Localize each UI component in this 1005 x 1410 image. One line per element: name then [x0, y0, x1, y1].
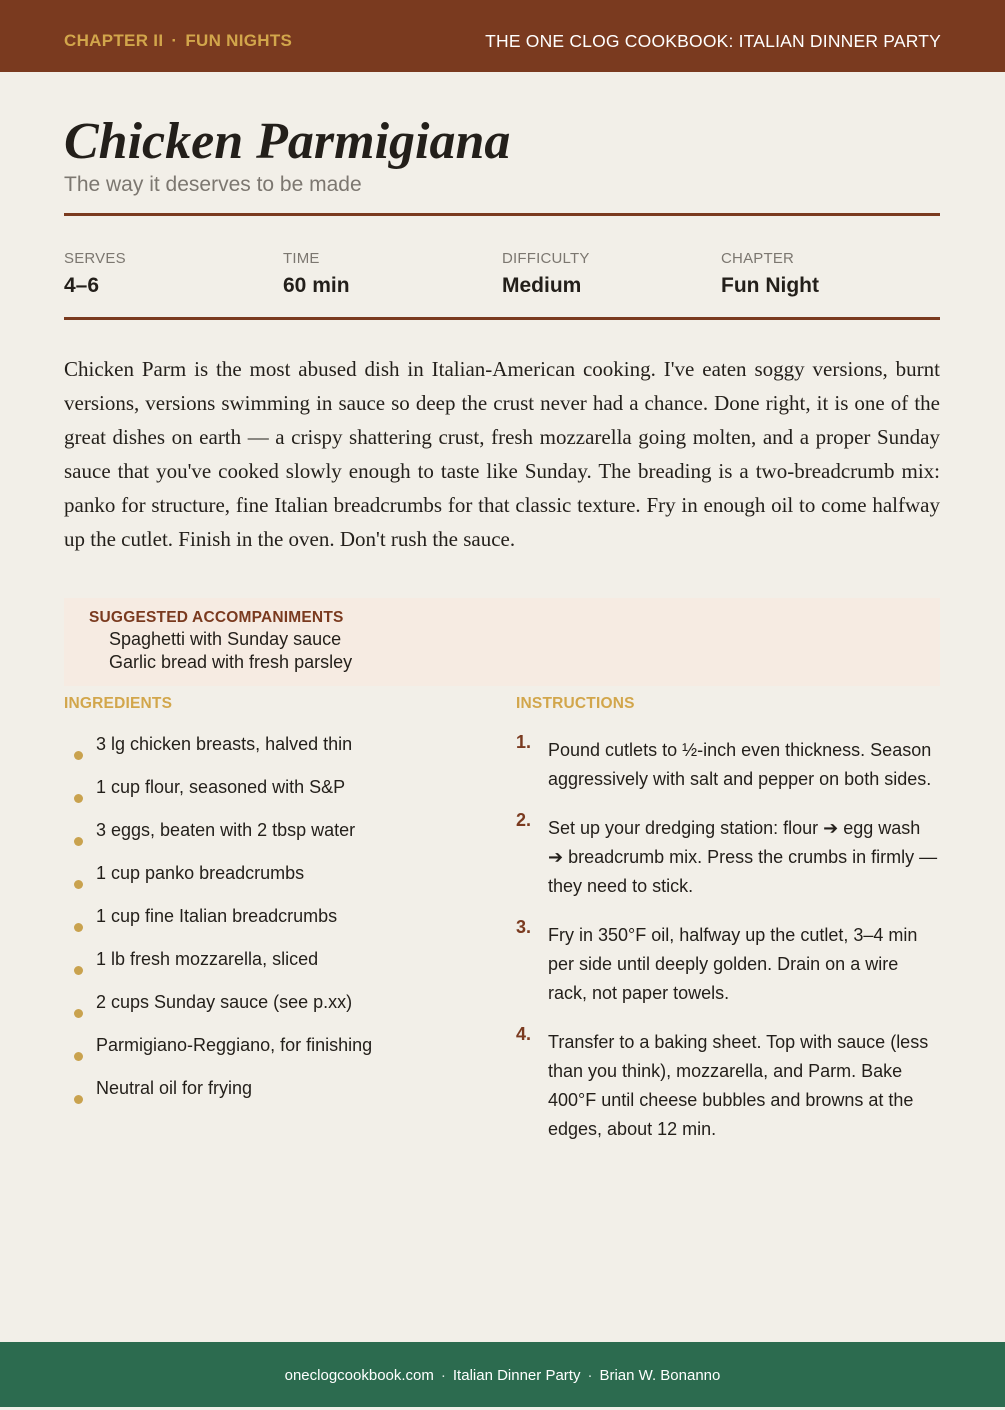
footer-separator: ·	[440, 1367, 446, 1384]
bullet-icon	[74, 751, 83, 760]
ingredient-text: Neutral oil for frying	[96, 1078, 253, 1098]
step-text: Set up your dredging station: flour ➔ egg wash ➔ breadcrumb mix. Press the crumbs in firmly — they need to stick.	[548, 818, 938, 896]
meta-value: Fun Night	[721, 274, 819, 297]
divider-bottom	[64, 317, 940, 320]
chapter-number: CHAPTER II	[64, 31, 164, 50]
meta-chapter	[721, 250, 819, 298]
bullet-icon	[74, 794, 83, 803]
step-number: 3.	[516, 917, 532, 937]
instructions-list	[516, 732, 940, 1144]
meta-serves	[64, 250, 126, 298]
meta-time	[283, 250, 350, 298]
accompaniments-box	[64, 598, 940, 686]
meta-label: DIFFICULTY	[502, 250, 590, 267]
divider-top	[64, 213, 940, 216]
chapter-label	[64, 31, 292, 51]
step-text: Transfer to a baking sheet. Top with sauce (less than you think), mozzarella, and Parm. Bake 400°F until cheese bubbles and browns at the edges, about 12 min.	[548, 1032, 929, 1139]
accompaniments-title: SUGGESTED ACCOMPANIMENTS	[89, 609, 344, 626]
step-number: 2.	[516, 810, 532, 830]
ingredient-text: 2 cups Sunday sauce (see p.xx)	[96, 992, 353, 1012]
bullet-icon	[74, 923, 83, 932]
bullet-icon	[74, 1052, 83, 1061]
header-bar	[0, 0, 1005, 72]
ingredient-text: 3 eggs, beaten with 2 tbsp water	[96, 820, 356, 840]
ingredient-text: 1 cup fine Italian breadcrumbs	[96, 906, 338, 926]
ingredient-text: 1 cup panko breadcrumbs	[96, 863, 305, 883]
ingredient-text: 1 lb fresh mozzarella, sliced	[96, 949, 319, 969]
step-number: 1.	[516, 732, 532, 752]
ingredient-text: 1 cup flour, seasoned with S&P	[96, 777, 346, 797]
intro-paragraph: Chicken Parm is the most abused dish in Italian-American cooking. I've eaten soggy versions, burnt versions, versions swimming in sauce so deep the crust never had a chance. Done right, it is one of the great dishes on earth — a crispy shattering crust, fresh mozzarella going molten, and a proper Sunday sauce that you've cooked slowly enough to taste like Sunday. The breading is a two-breadcrumb mix: panko for structure, fine Italian breadcrumbs for that classic texture. Fry in enough oil to come halfway up the cutlet. Finish in the oven. Don't rush the sauce.	[64, 357, 940, 551]
instruction-step	[516, 917, 940, 1008]
bullet-icon	[74, 880, 83, 889]
step-number: 4.	[516, 1024, 532, 1044]
accompaniment-item: Garlic bread with fresh parsley	[109, 652, 353, 672]
footer-website-link[interactable]: oneclogcookbook.com	[284, 1367, 434, 1384]
book-title: THE ONE CLOG COOKBOOK: ITALIAN DINNER PARTY	[485, 31, 941, 51]
instruction-step	[516, 732, 940, 794]
list-item	[64, 904, 484, 947]
list-item	[64, 818, 484, 861]
instructions-heading: INSTRUCTIONS	[516, 695, 635, 712]
list-item	[64, 1033, 484, 1076]
footer-bar	[0, 1342, 1005, 1407]
meta-value: 60 min	[283, 274, 350, 297]
list-item	[64, 990, 484, 1033]
meta-label: SERVES	[64, 250, 126, 267]
footer-author: Brian W. Bonanno	[599, 1367, 721, 1384]
list-item	[64, 775, 484, 818]
instruction-step	[516, 1024, 940, 1144]
meta-value: 4–6	[64, 274, 100, 297]
recipe-subtitle: The way it deserves to be made	[64, 173, 362, 196]
instruction-step	[516, 810, 940, 901]
chapter-section: FUN NIGHTS	[185, 31, 293, 50]
ingredient-text: Parmigiano-Reggiano, for finishing	[96, 1035, 373, 1055]
bullet-icon	[74, 966, 83, 975]
ingredients-list	[64, 732, 484, 1119]
bullet-icon	[74, 1009, 83, 1018]
list-item	[64, 1076, 484, 1119]
ingredients-heading: INGREDIENTS	[64, 695, 173, 712]
bullet-icon	[74, 837, 83, 846]
meta-difficulty	[502, 250, 590, 298]
footer-book: Italian Dinner Party	[452, 1367, 581, 1384]
header-separator: ·	[171, 31, 178, 50]
meta-label: TIME	[283, 250, 320, 267]
meta-value: Medium	[502, 274, 582, 297]
list-item	[64, 947, 484, 990]
list-item	[64, 732, 484, 775]
accompaniment-item: Spaghetti with Sunday sauce	[109, 629, 342, 649]
step-text: Fry in 350°F oil, halfway up the cutlet, 3–4 min per side until deeply golden. Drain on a wire rack, not paper towels.	[548, 925, 918, 1003]
footer-separator: ·	[587, 1367, 593, 1384]
bullet-icon	[74, 1095, 83, 1104]
ingredient-text: 3 lg chicken breasts, halved thin	[96, 734, 353, 754]
meta-label: CHAPTER	[721, 250, 795, 267]
step-text: Pound cutlets to ½-inch even thickness. Season aggressively with salt and pepper on both sides.	[548, 740, 932, 789]
recipe-title: Chicken Parmigiana	[64, 113, 511, 170]
list-item	[64, 861, 484, 904]
